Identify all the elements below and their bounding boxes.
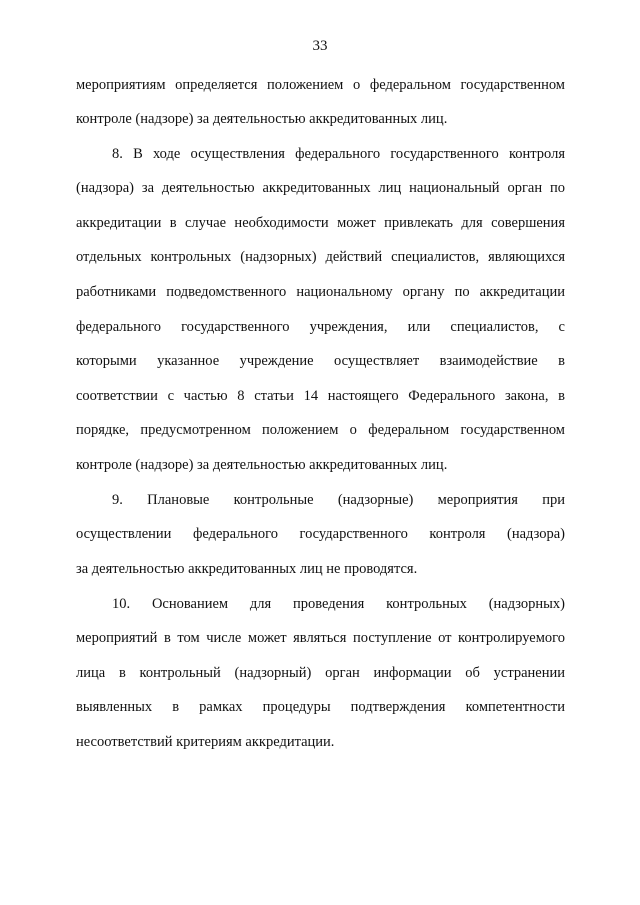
text-line: контроле (надзоре) за деятельностью аккредитованных лиц. — [76, 457, 448, 473]
text-line: осуществлении федерального государственного контроля (надзора) — [76, 526, 565, 542]
paragraph-9-start: 9. Плановые контрольные (надзорные) мероприятия при — [112, 492, 565, 508]
paragraph-10-start: 10. Основанием для проведения контрольных (надзорных) — [112, 596, 565, 612]
text-line: порядке, предусмотренном положением о федеральном государственном — [76, 422, 565, 438]
text-line: выявленных в рамках процедуры подтверждения компетентности — [76, 699, 565, 715]
text-line: соответствии с частью 8 статьи 14 настоящего Федерального закона, в — [76, 388, 565, 404]
text-line: (надзора) за деятельностью аккредитованных лиц национальный орган по — [76, 180, 565, 196]
text-line: федерального государственного учреждения, или специалистов, с — [76, 319, 565, 335]
text-line: за деятельностью аккредитованных лиц не проводятся. — [76, 561, 418, 577]
text-line: мероприятий в том числе может являться поступление от контролируемого — [76, 630, 565, 646]
page-number: 33 — [312, 38, 328, 54]
text-line: отдельных контрольных (надзорных) действий специалистов, являющихся — [76, 249, 565, 265]
text-line: лица в контрольный (надзорный) орган информации об устранении — [76, 665, 565, 681]
paragraph-8-start: 8. В ходе осуществления федерального государственного контроля — [112, 146, 565, 162]
text-line: аккредитации в случае необходимости может привлекать для совершения — [76, 215, 565, 231]
text-line: контроле (надзоре) за деятельностью аккредитованных лиц. — [76, 111, 448, 127]
text-line: несоответствий критериям аккредитации. — [76, 734, 335, 750]
text-line: которыми указанное учреждение осуществляет взаимодействие в — [76, 353, 565, 369]
text-line: работниками подведомственного национальному органу по аккредитации — [76, 284, 565, 300]
text-line: мероприятиям определяется положением о федеральном государственном — [76, 77, 565, 93]
